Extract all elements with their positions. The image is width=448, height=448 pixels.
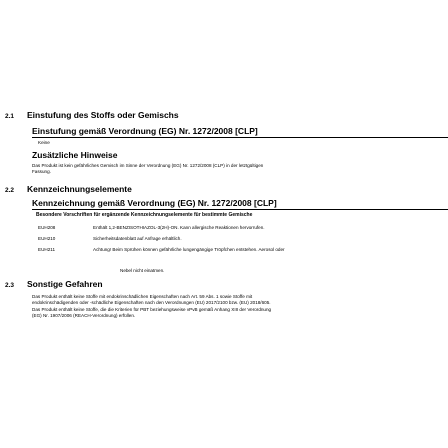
hazard-text: Sicherheitsdatenblatt auf Anfrage erhältlich. — [93, 236, 182, 241]
hazard-text-continuation: Nebel nicht einatmen. — [120, 268, 165, 273]
hazard-code: EUH210 — [38, 236, 56, 241]
section-title-classification: Einstufung des Stoffs oder Gemischs — [27, 110, 179, 120]
section-number-2-1: 2.1 — [5, 113, 15, 120]
other-hazards-text — [32, 294, 440, 319]
section-number-2-2: 2.2 — [5, 187, 15, 194]
additional-info-heading: Zusätzliche Hinweise — [32, 150, 118, 160]
text-line: Das Produkt enthält keine Stoffe mit endokrinschädlichen Eigenschaften nach Art. 59 Abs. 1 sowie Stoffe mit — [32, 294, 253, 299]
text-line: Fassung. — [32, 169, 51, 175]
clp-classification-heading: Einstufung gemäß Verordnung (EG) Nr. 1272/2008 [CLP] — [32, 126, 258, 136]
hazard-code: EUH208 — [38, 225, 56, 230]
text-line: endokrinschädigenden oder -schädliche Eigenschaften nach den Verordnungen (EU) 2017/2100 bzw. (EU) 2018/605. — [32, 300, 271, 306]
hazard-text: Enthält 1,2-BENZISOTHIAZOL-3(2H)-ON. Kann allergische Reaktionen hervorrufen. — [93, 225, 265, 230]
hazard-code: EUH211 — [38, 247, 56, 252]
clp-labelling-heading: Kennzeichnung gemäß Verordnung (EG) Nr. 1272/2008 [CLP] — [32, 198, 448, 210]
hazard-text: Achtung! Beim Sprühen können gefährliche lungengängige Tröpfchen entstehen. Aerosol oder — [93, 247, 285, 252]
section-title-other-hazards: Sonstige Gefahren — [27, 279, 103, 289]
section-number-2-3: 2.3 — [5, 282, 15, 289]
text-line: (EG) Nr. 1907/2006 (REACH-Verordnung) erfüllen. — [32, 312, 136, 318]
text-line: Das Produkt enthält keine Stoffe, die die Kriterien für PBT beziehungsweise vPvB gemäß Anhang XIII der Verordnung — [32, 306, 272, 312]
section-title-labelling: Kennzeichnungselemente — [27, 184, 132, 194]
text-line: Das Produkt ist kein gefährliches Gemisch im Sinne der Verordnung (EG) Nr. 1272/2008 (CLP) in der letztgültigen — [32, 163, 264, 168]
special-rules-heading: Besondere Vorschriften für ergänzende Kennzeichnungselemente für bestimmte Gemische — [36, 212, 253, 218]
classification-value: Keine — [38, 140, 50, 145]
divider — [32, 137, 448, 138]
additional-info-text — [32, 163, 440, 176]
